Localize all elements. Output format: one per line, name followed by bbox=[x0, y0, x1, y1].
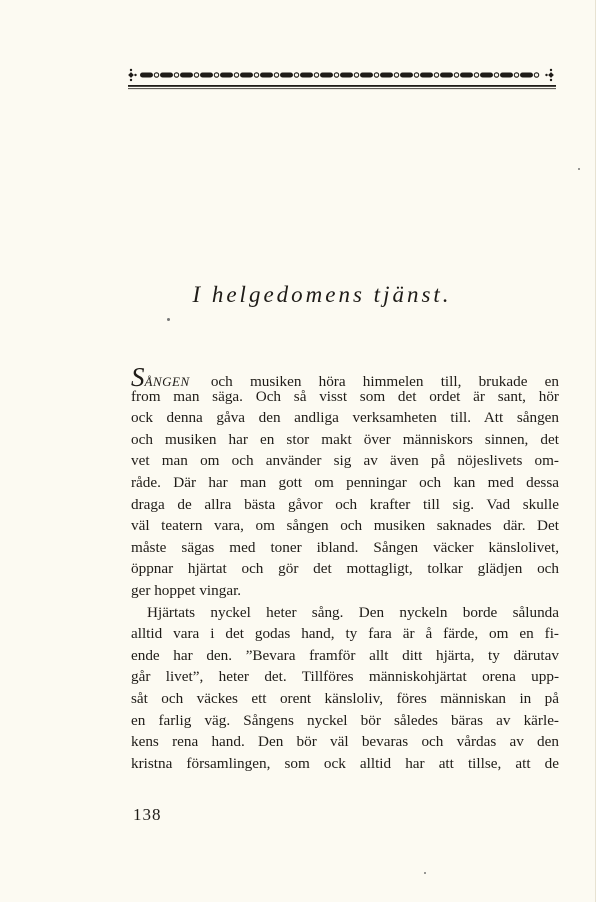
opening-word: ÅNGEN bbox=[144, 374, 190, 389]
text-line: och musiken har en stor makt över människors sinnen, det bbox=[131, 430, 559, 448]
text-line: vet man om och använder sig av även på nöjeslivets om- bbox=[131, 452, 559, 470]
decorative-header-rule bbox=[128, 68, 556, 94]
text-line: kristna församlingen, som ock alltid har att tillse, att de bbox=[131, 754, 559, 772]
chapter-title: I helgedomens tjänst. bbox=[192, 282, 452, 307]
text-line: alltid vara i det godas hand, ty fara är å färde, om en fi- bbox=[131, 625, 559, 643]
text-line: en farlig väg. Sångens nyckel bör således bäras av kärle- bbox=[131, 711, 559, 729]
print-speck bbox=[578, 168, 580, 170]
text-line: väl teatern vara, om sången och musiken saknades där. Det bbox=[131, 517, 559, 535]
print-speck bbox=[424, 872, 426, 874]
text-line: öppnar hjärtat och gör det mottagligt, tolkar glädjen och bbox=[131, 560, 559, 578]
text-line: draga de allra bästa gåvor och krafter till sig. Vad skulle bbox=[131, 495, 559, 513]
ornament-border-icon bbox=[128, 68, 556, 94]
text-line: måste sägas med toner ibland. Sången väcker känslolivet, bbox=[131, 538, 559, 556]
print-speck bbox=[167, 318, 170, 321]
text-line: ock denna gåva den andliga verksamheten till. Att sången bbox=[131, 409, 559, 427]
text-line: kens rena hand. Den bör väl bevaras och vårdas av den bbox=[131, 733, 559, 751]
text-line: Hjärtats nyckel heter sång. Den nyckeln borde sålunda bbox=[147, 603, 559, 621]
text-line-1: SÅNGEN och musiken höra himmelen till, brukade en bbox=[131, 362, 560, 392]
text-line: råde. Där har man gott om penningar och kan med dessa bbox=[131, 473, 559, 491]
text-line: ende har den. ”Bevara framför allt ditt hjärta, ty därutav bbox=[131, 646, 559, 664]
body-text bbox=[131, 364, 559, 774]
text-line: såt och väckes ett orent känsloliv, föres människan in på bbox=[131, 689, 559, 707]
page-number: 138 bbox=[133, 805, 162, 824]
text-line: from man säga. Och så visst som det ordet är sant, hör bbox=[131, 387, 559, 405]
text-line: går livet”, heter det. Tillföres människohjärtat orena upp- bbox=[131, 668, 559, 686]
text-line: ger hoppet vingar. bbox=[131, 581, 242, 599]
drop-cap: S bbox=[131, 362, 145, 392]
